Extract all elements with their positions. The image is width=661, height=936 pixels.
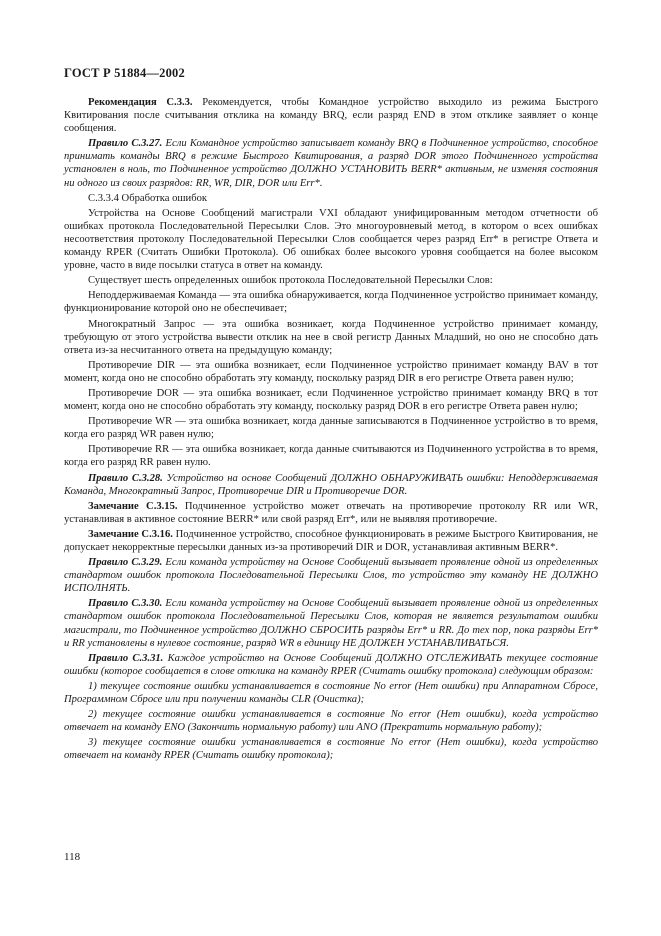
paragraph-text: Рекомендуется, чтобы Командное устройство выходило из режима Быстрого Квитирования после считывания отклика на команду BRQ, если разряд END в этом отклике заявляет о конце сообщения. <box>64 97 598 135</box>
error-definition <box>64 415 598 441</box>
paragraph-text: Противоречие RR — эта ошибка возникает, когда данные считываются из Подчиненного устройства в то время, когда его разряд RR равен нулю. <box>64 444 598 469</box>
document-header: ГОСТ Р 51884—2002 <box>64 66 185 80</box>
paragraph-text: Противоречие WR — эта ошибка возникает, когда данные записываются в Подчиненное устройство в то время, когда его разряд WR равен нулю; <box>64 416 598 441</box>
rule-c-3-30 <box>64 597 598 649</box>
paragraph-label: Замечание С.3.16. <box>88 528 173 540</box>
paragraph-text: Если Командное устройство записывает команду BRQ в Подчиненное устройство, способное принимать команды BRQ в режиме Быстрого Квитирования, а разряд DOR этого Подчиненного устройства установлен в ноль, то Подчиненное устройство ДОЛЖНО УСТАНОВИТЬ BERR* активным, не изменяя состояния ни одного из своих разрядов: RR, WR, DIR, DOR или Err*. <box>64 138 598 189</box>
paragraph-text: Если команда устройству на Основе Сообщений вызывает проявление одной из определенных стандартом ошибок протокола Последовательной Пересылки Слов, то устройство эту команду НЕ ДОЛЖНО ИСПОЛНЯТЬ. <box>64 557 598 595</box>
paragraph-text: Многократный Запрос — эта ошибка возникает, когда Подчиненное устройство принимает команду, требующую от этого устройства вывести отклик на нее в свой регистр Данных Младший, но оно не способно дать ответа из-за несчитанного ответа на предыдущую команду; <box>64 318 598 356</box>
section-heading-c-3-3-4 <box>64 192 598 205</box>
rule-c-3-31 <box>64 652 598 678</box>
paragraph-label: Правило С.3.29. <box>88 557 163 569</box>
paragraph-label: Замечание С.3.15. <box>88 500 178 512</box>
paragraph-text: Подчиненное устройство, способное функционировать в режиме Быстрого Квитирования, не допускает некорректные пересылки данных из-за противоречий DIR и DOR, устанавливая активным BERR*. <box>64 528 598 553</box>
paragraph-text: Устройства на Основе Сообщений магистрали VXI обладают унифицированным методом отчетности об ошибках протокола Последовательной Пересылки Слов. Это многоуровневый метод, в котором о всех ошибках несоответствия протоколу Последовательной Пересылки Слов сообщается через разряд Err* в регистре Ответа и команду RPER (Считать Ошибки Протокола). Об ошибках более высокого уровня сообщается на более высоком уровне, часто в виде посылки статуса в ответ на команду. <box>64 207 598 272</box>
paragraph-text: Неподдерживаемая Команда — эта ошибка обнаруживается, когда Подчиненное устройство принимает команду, функционирование которой оно не обеспечивает; <box>64 290 598 315</box>
paragraph-text: С.3.3.4 Обработка ошибок <box>88 192 208 204</box>
rule-c-3-29 <box>64 556 598 595</box>
page-number: 118 <box>64 851 81 863</box>
recommendation-c-3-3 <box>64 96 598 135</box>
note-c-3-16 <box>64 528 598 554</box>
rule-c-3-28 <box>64 472 598 498</box>
document-body <box>64 96 598 765</box>
error-definition <box>64 318 598 357</box>
paragraph-text: Противоречие DOR — эта ошибка возникает, если Подчиненное устройство принимает команду BRQ в тот момент, когда оно не способно обработать эту команду, поскольку разряд DOR в его регистре Ответа равен нулю; <box>64 387 598 413</box>
list-item <box>64 680 598 706</box>
error-definition <box>64 387 598 413</box>
body-paragraph <box>64 274 598 287</box>
paragraph-label: Рекомендация С.3.3. <box>88 97 193 108</box>
list-item <box>64 708 598 734</box>
paragraph-text: Каждое устройство на Основе Сообщений ДОЛЖНО ОТСЛЕЖИВАТЬ текущее состояние ошибки (которое сообщается в слове отклика на команду RPER (Считать ошибку протокола) следующим образом: <box>64 652 598 677</box>
paragraph-text: Если команда устройству на Основе Сообщений вызывает проявление одной из определенных стандартом ошибок протокола Последовательной Пересылки Слов, которая не является результатом ошибки магистрали, то Подчиненное устройство ДОЛЖНО СБРОСИТЬ разряды Err* и RR. До тех пор, пока разряды Err* и RR установлены в нулевое состояние, разряд WR в единицу НЕ ДОЛЖЕН УСТАНАВЛИВАТЬСЯ. <box>64 598 598 649</box>
paragraph-label: Правило С.3.28. <box>88 472 163 484</box>
list-item <box>64 736 598 762</box>
paragraph-label: Правило С.3.31. <box>88 652 164 664</box>
paragraph-text: 2) текущее состояние ошибки устанавливается в состояние No error (Нет ошибки), когда устройство отвечает на команду ENO (Закончить нормальную работу) или ANO (Прекратить нормальную работу); <box>64 709 598 734</box>
paragraph-text: 1) текущее состояние ошибки устанавливается в состояние No error (Нет ошибки) при Аппаратном Сбросе, Программном Сбросе или при получении команды CLR (Очистка); <box>64 680 598 706</box>
rule-c-3-27 <box>64 137 598 189</box>
paragraph-text: Подчиненное устройство может отвечать на противоречие протоколу RR или WR, устанавливая в активное состояние BERR* или свой разряд Err*, или не выявляя противоречие. <box>64 500 598 525</box>
body-paragraph <box>64 207 598 272</box>
paragraph-text: Противоречие DIR — эта ошибка возникает, если Подчиненное устройство принимает команду BAV в тот момент, когда оно не способно обработать эту команду, поскольку разряд DIR в его регистре Ответа равен нулю; <box>64 359 598 384</box>
error-definition <box>64 443 598 469</box>
paragraph-text: 3) текущее состояние ошибки устанавливается в состояние No error (Нет ошибки), когда устройство отвечает на команду RPER (Считать ошибку протокола); <box>64 737 598 762</box>
error-definition <box>64 359 598 385</box>
paragraph-label: Правило С.3.30. <box>88 598 163 610</box>
paragraph-text: Существует шесть определенных ошибок протокола Последовательной Пересылки Слов: <box>88 275 493 287</box>
paragraph-label: Правило С.3.27. <box>88 138 163 150</box>
error-definition <box>64 289 598 315</box>
paragraph-text: Устройство на основе Сообщений ДОЛЖНО ОБНАРУЖИВАТЬ ошибки: Неподдерживаемая Команда, Многократный Запрос, Противоречие DIR и Противоречие DOR. <box>64 472 599 497</box>
note-c-3-15 <box>64 500 598 526</box>
